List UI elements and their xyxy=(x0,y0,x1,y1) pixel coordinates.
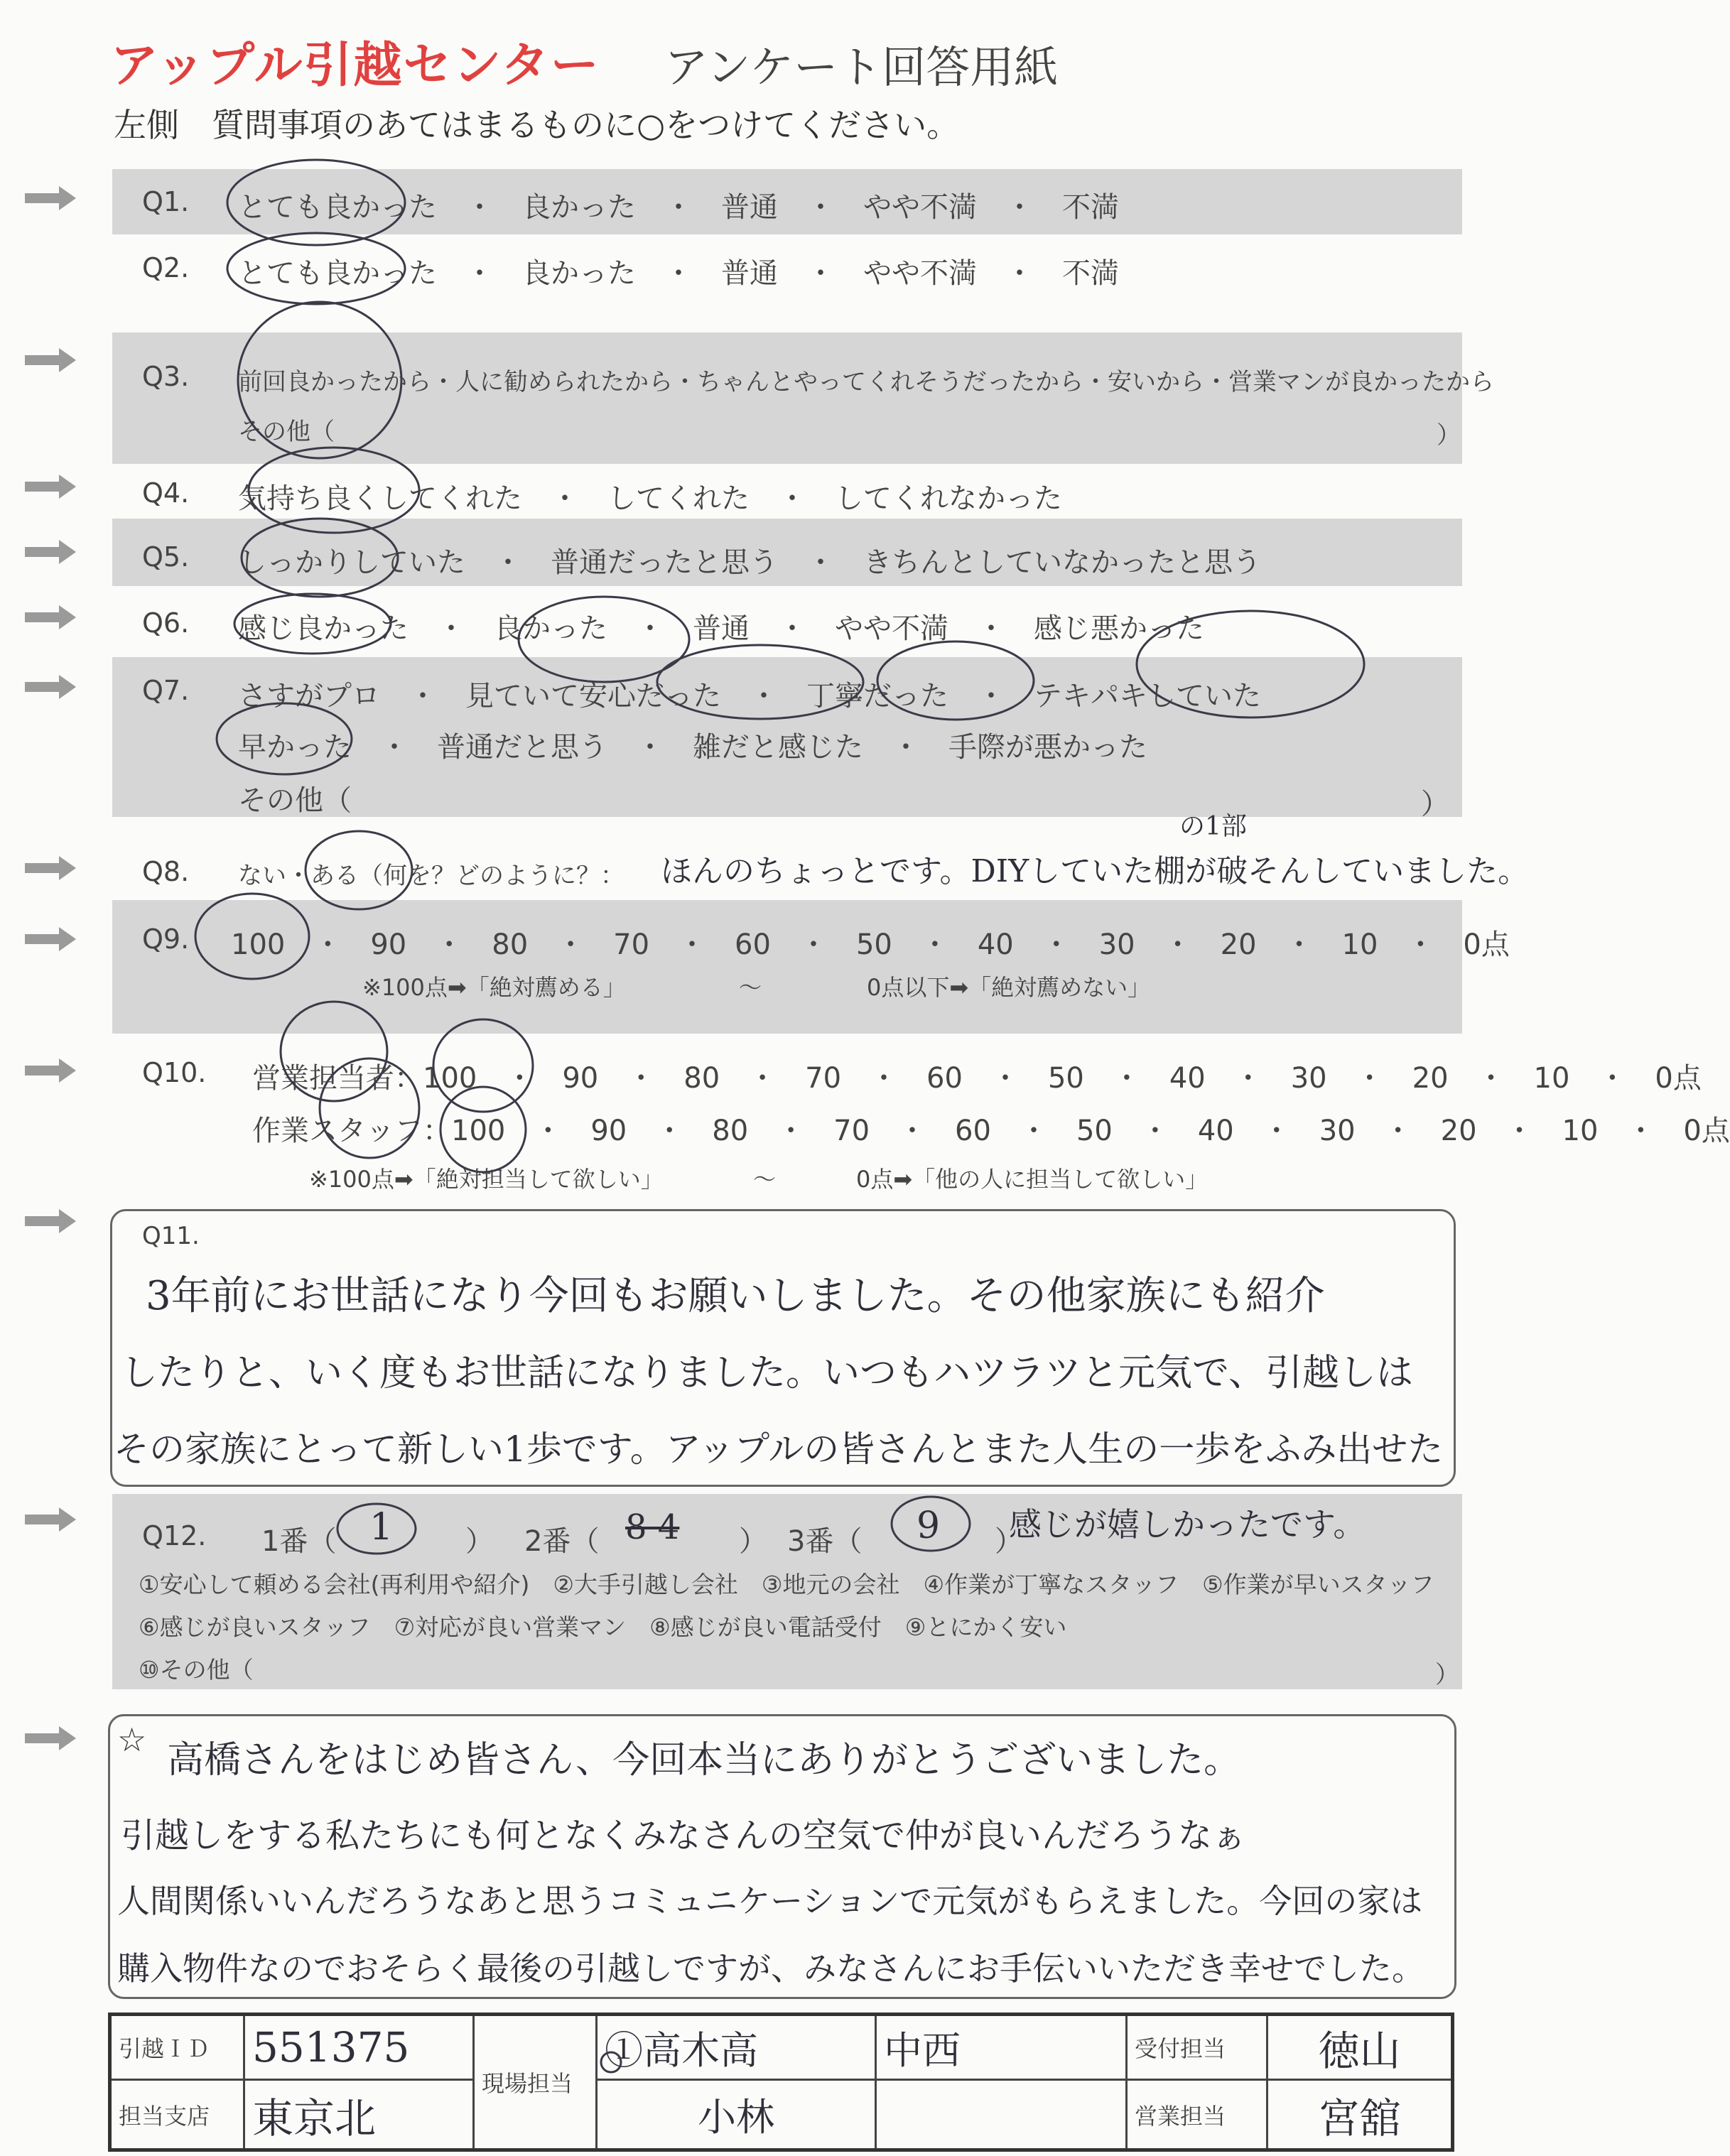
q11-line-1: 3年前にお世話になり今回もお願いしました。その他家族にも紹介 xyxy=(146,1273,1325,1319)
q3-label: Q3. xyxy=(142,361,190,392)
arrow-icon xyxy=(25,186,76,210)
q12-answer-1: 1 xyxy=(369,1506,394,1549)
q12-choices-close: ） xyxy=(1435,1661,1459,1689)
q8-options: ない・ある（何を？どのように？： xyxy=(238,862,625,890)
q6-label: Q6. xyxy=(142,607,190,639)
site-staff-3: 小林 xyxy=(597,2080,876,2150)
q7-label: Q7. xyxy=(142,675,190,706)
q10-note-right: 0点➡「他の人に担当して欲しい」 xyxy=(856,1166,1209,1193)
arrow-icon xyxy=(25,1726,76,1750)
q5-label: Q5. xyxy=(142,541,190,573)
arrow-icon xyxy=(25,1507,76,1532)
q2-options: とても良かった ・ 良かった ・ 普通 ・ やや不満 ・ 不満 xyxy=(238,257,1119,290)
q6-options: 感じ良かった ・ 良かった ・ 普通 ・ やや不満 ・ 感じ悪かった xyxy=(238,612,1204,645)
arrow-icon xyxy=(25,1209,76,1233)
q11-line-3: その家族にとって新しい1歩です。アップルの皆さんとまた人生の一歩をふみ出せた xyxy=(114,1429,1444,1470)
move-id-value: 551375 xyxy=(244,2015,474,2080)
arrow-icon xyxy=(25,1058,76,1083)
q10-label: Q10. xyxy=(142,1057,207,1088)
q12-rank2-close: ） xyxy=(739,1525,767,1558)
footer-table xyxy=(108,2013,1454,2152)
q1-label: Q1. xyxy=(142,186,190,217)
q10-note-mid: 〜 xyxy=(753,1166,777,1193)
instruction-text: 左側 質問事項のあてはまるものに○をつけてください。 xyxy=(114,106,960,144)
q9-note-mid: 〜 xyxy=(739,974,762,1001)
site-staff-2: 中西 xyxy=(876,2015,1127,2080)
q12-comment: 感じが嬉しかったです。 xyxy=(1009,1505,1366,1544)
sales-label: 営業担当 xyxy=(1127,2080,1267,2150)
q10-sales-options: 営業担当者：100 ・ 90 ・ 80 ・ 70 ・ 60 ・ 50 ・ 40 ・ 30 ・ 20 ・ 10 ・ 0点 xyxy=(252,1062,1702,1095)
q12-answer-2: 8 4 xyxy=(625,1507,680,1547)
arrow-icon xyxy=(25,475,76,499)
q7-options-line2: 早かった ・ 普通だと思う ・ 雑だと感じた ・ 手際が悪かった xyxy=(238,731,1147,764)
q7-other-close: ） xyxy=(1421,788,1449,820)
free-comment-line-4: 購入物件なのでおそらく最後の引越しですが、みなさんにお手伝いいただき幸せでした。 xyxy=(117,1949,1424,1988)
arrow-icon xyxy=(25,605,76,629)
q8-answer: ほんのちょっとです。DIYしていた棚が破そんしていました。 xyxy=(661,853,1530,889)
branch-value: 東京北 xyxy=(244,2080,474,2150)
q12-rank2-label: 2番（ xyxy=(524,1525,600,1558)
sales-value: 宮舘 xyxy=(1267,2080,1453,2150)
q12-answer-3: 9 xyxy=(917,1505,941,1547)
q9-label: Q9. xyxy=(142,923,190,955)
form-subtitle: アンケート回答用紙 xyxy=(664,41,1059,93)
q12-rank1-close: ） xyxy=(465,1525,494,1558)
q7-other: その他（ xyxy=(238,784,352,817)
q4-label: Q4. xyxy=(142,477,190,509)
free-comment-line-2: 引越しをする私たちにも何となくみなさんの空気で仲が良いんだろうなぁ xyxy=(121,1816,1247,1856)
q2-label: Q2. xyxy=(142,252,190,283)
q9-note-right: 0点以下➡「絶対薦めない」 xyxy=(867,974,1151,1001)
arrow-icon xyxy=(25,856,76,880)
q8-answer-note: の1部 xyxy=(1179,812,1247,841)
q9-note-left: ※100点➡「絶対薦める」 xyxy=(362,974,626,1001)
q7-options-line1: さすがプロ ・ 見ていて安心だった ・ 丁寧だった ・ テキパキしていた xyxy=(238,680,1261,713)
q12-choices-line1: ①安心して頼める会社(再利用や紹介) ②大手引越し会社 ③地元の会社 ④作業が丁寧なスタッフ ⑤作業が早いスタッフ xyxy=(139,1571,1434,1598)
q4-options: 気持ち良くしてくれた ・ してくれた ・ してくれなかった xyxy=(238,482,1062,515)
arrow-icon xyxy=(25,675,76,699)
q3-other-close: ） xyxy=(1437,421,1461,450)
q12-choices-line3: ⑩その他（ xyxy=(139,1656,254,1684)
brand-title: アップル引越センター xyxy=(110,38,600,94)
q10-staff-options: 作業スタッフ：100 ・ 90 ・ 80 ・ 70 ・ 60 ・ 50 ・ 40 ・ 30 ・ 20 ・ 10 ・ 0点 xyxy=(252,1115,1730,1147)
q11-line-2: したりと、いく度もお世話になりました。いつもハツラツと元気で、引越しは xyxy=(121,1352,1413,1394)
q9-band xyxy=(112,900,1462,1034)
q3-options: 前回良かったから・人に勧められたから・ちゃんとやってくれそうだったから・安いから・営業マンが良かったから xyxy=(238,368,1494,396)
move-id-label: 引越ＩＤ xyxy=(110,2015,244,2080)
q12-choices-line2: ⑥感じが良いスタッフ ⑦対応が良い営業マン ⑧感じが良い電話受付 ⑨とにかく安い xyxy=(139,1613,1067,1641)
arrow-icon xyxy=(25,540,76,564)
q11-label: Q11. xyxy=(142,1222,200,1250)
q8-label: Q8. xyxy=(142,856,190,887)
q10-note-left: ※100点➡「絶対担当して欲しい」 xyxy=(309,1166,664,1193)
q12-rank3-label: 3番（ xyxy=(787,1525,863,1558)
arrow-icon xyxy=(25,348,76,372)
branch-label: 担当支店 xyxy=(110,2080,244,2150)
q3-other: その他（ xyxy=(238,418,335,446)
star-icon: ☆ xyxy=(117,1721,147,1759)
q12-rank1-label: 1番（ xyxy=(261,1525,337,1558)
site-staff-1: ①高木高 xyxy=(597,2015,876,2080)
reception-label: 受付担当 xyxy=(1127,2015,1267,2080)
q12-rank3-close: ） xyxy=(995,1525,1023,1558)
arrow-icon xyxy=(25,927,76,951)
reception-value: 徳山 xyxy=(1267,2015,1453,2080)
q1-options: とても良かった ・ 良かった ・ 普通 ・ やや不満 ・ 不満 xyxy=(238,191,1119,224)
site-label: 現場担当 xyxy=(474,2015,597,2150)
free-comment-line-3: 人間関係いいんだろうなあと思うコミュニケーションで元気がもらえました。今回の家は xyxy=(117,1882,1423,1920)
q12-label: Q12. xyxy=(142,1520,207,1551)
q5-options: しっかりしていた ・ 普通だったと思う ・ きちんとしていなかったと思う xyxy=(238,546,1261,579)
site-staff-empty xyxy=(876,2080,1127,2150)
q9-options: 100 ・ 90 ・ 80 ・ 70 ・ 60 ・ 50 ・ 40 ・ 30 ・ 20 ・ 10 ・ 0点 xyxy=(231,928,1510,961)
free-comment-line-1: 高橋さんをはじめ皆さん、今回本当にありがとうございました。 xyxy=(167,1739,1241,1782)
